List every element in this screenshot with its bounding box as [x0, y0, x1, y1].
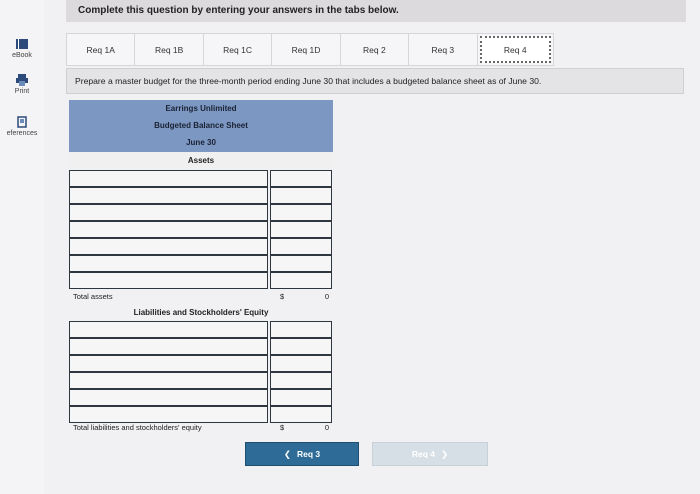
total-liabilities-row [69, 419, 333, 437]
requirement-instruction: Prepare a master budget for the three-month period ending June 30 that includes a budgeted balance sheet as of June 30. [66, 68, 684, 94]
banner-text: Complete this question by entering your answers in the tabs below. [78, 5, 399, 16]
asset-amount-input[interactable] [270, 255, 332, 272]
sidebar-item-label: Print [14, 88, 30, 95]
asset-row [69, 221, 333, 238]
liability-label-input[interactable] [69, 389, 268, 406]
sidebar [0, 0, 44, 494]
print-icon [15, 74, 29, 86]
asset-label-input[interactable] [69, 221, 268, 238]
asset-amount-input[interactable] [270, 170, 332, 187]
asset-label-input[interactable] [69, 204, 268, 221]
tab-req-1a[interactable]: Req 1A [67, 34, 135, 65]
total-liabilities-value: 0 [324, 423, 329, 432]
liabilities-heading: Liabilities and Stockholders' Equity [133, 308, 269, 317]
sidebar-item-ebook[interactable] [0, 38, 44, 59]
liability-amount-input[interactable] [270, 355, 332, 372]
assets-input-grid [69, 170, 333, 289]
total-assets-value: 0 [324, 292, 329, 301]
liabilities-input-grid [69, 321, 333, 423]
asset-label-input[interactable] [69, 170, 268, 187]
assets-heading: Assets [69, 152, 333, 170]
liability-amount-input[interactable] [270, 389, 332, 406]
liability-amount-input[interactable] [270, 321, 332, 338]
asset-amount-input[interactable] [270, 272, 332, 289]
sidebar-item-label: eferences [6, 130, 38, 137]
liability-amount-input[interactable] [270, 338, 332, 355]
asset-row [69, 187, 333, 204]
instructions-banner [66, 0, 686, 22]
liability-label-input[interactable] [69, 355, 268, 372]
asset-row [69, 170, 333, 187]
liability-row [69, 389, 333, 406]
requirement-tabs [66, 33, 554, 66]
tab-req-4[interactable]: Req 4 [480, 36, 551, 63]
balance-sheet-header [69, 100, 333, 152]
statement-title: Budgeted Balance Sheet [154, 121, 248, 130]
tab-req-3[interactable]: Req 3 [409, 34, 477, 65]
company-name: Earrings Unlimited [165, 104, 237, 113]
currency-symbol: $ [280, 423, 285, 432]
references-icon [15, 116, 29, 128]
asset-amount-input[interactable] [270, 204, 332, 221]
ebook-icon [15, 38, 29, 50]
prev-req-button[interactable] [245, 442, 359, 466]
currency-symbol: $ [280, 292, 285, 301]
asset-row [69, 204, 333, 221]
liability-row [69, 355, 333, 372]
liability-label-input[interactable] [69, 321, 268, 338]
liability-label-input[interactable] [69, 338, 268, 355]
liability-row [69, 372, 333, 389]
liability-row [69, 338, 333, 355]
tab-req-1c[interactable]: Req 1C [204, 34, 272, 65]
asset-label-input[interactable] [69, 187, 268, 204]
tab-req-2[interactable]: Req 2 [341, 34, 409, 65]
asset-row [69, 238, 333, 255]
tab-req-1d[interactable]: Req 1D [272, 34, 340, 65]
total-liabilities-label: Total liabilities and stockholders' equity [73, 423, 202, 432]
next-req-button[interactable] [372, 442, 488, 466]
statement-date: June 30 [186, 138, 216, 147]
chevron-right-icon: ❯ [441, 448, 449, 459]
prev-button-label: Req 3 [296, 449, 321, 459]
liability-amount-input[interactable] [270, 372, 332, 389]
asset-label-input[interactable] [69, 238, 268, 255]
liability-row [69, 321, 333, 338]
sidebar-item-print[interactable] [0, 74, 44, 95]
total-assets-label: Total assets [73, 292, 113, 301]
asset-row [69, 272, 333, 289]
asset-label-input[interactable] [69, 255, 268, 272]
chevron-left-icon: ❮ [283, 448, 291, 459]
asset-amount-input[interactable] [270, 187, 332, 204]
tab-req-1b[interactable]: Req 1B [135, 34, 203, 65]
sidebar-item-label: eBook [12, 52, 32, 59]
asset-label-input[interactable] [69, 272, 268, 289]
asset-amount-input[interactable] [270, 238, 332, 255]
asset-amount-input[interactable] [270, 221, 332, 238]
next-button-label: Req 4 [411, 449, 436, 459]
asset-row [69, 255, 333, 272]
sidebar-item-references[interactable] [0, 116, 44, 137]
liability-label-input[interactable] [69, 372, 268, 389]
